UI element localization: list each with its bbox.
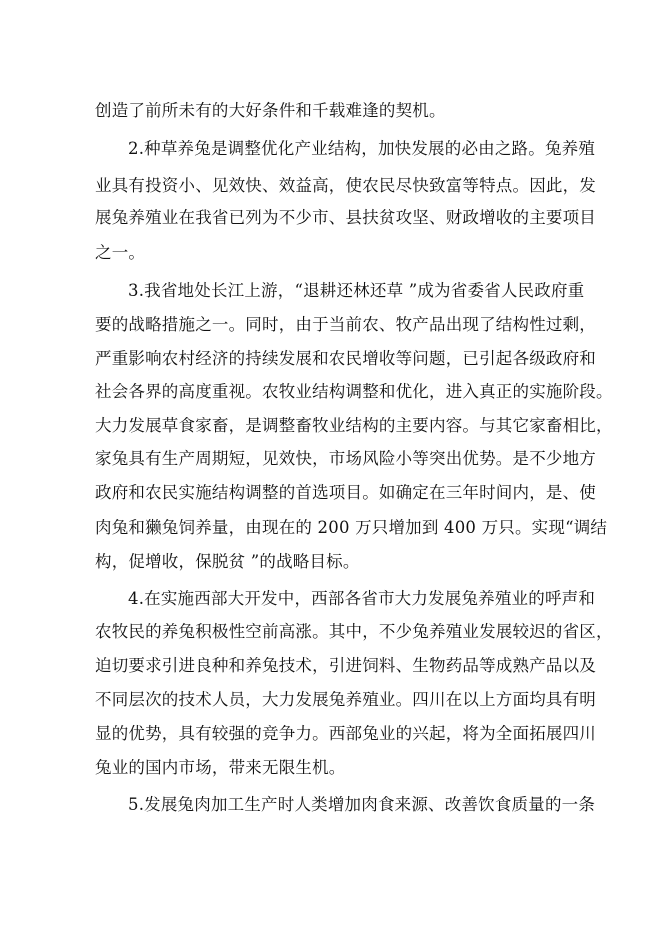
text-line: 之一。 — [95, 243, 146, 262]
text-line: 业具有投资小、见效快、效益高，使农民尽快致富等特点。因此，发 — [95, 176, 596, 195]
text-line: 显的优势，具有较强的竞争力。西部兔业的兴起，将为全面拓展四川 — [95, 724, 596, 743]
text-line: 不同层次的技术人员，大力发展兔养殖业。四川在以上方面均具有明 — [95, 690, 596, 709]
text-line: 农牧民的养兔积极性空前高涨。其中，不少兔养殖业发展较迟的省区， — [95, 622, 613, 641]
text-line: 政府和农民实施结构调整的首选项目。如确定在三年时间内，是、使 — [95, 483, 596, 502]
text-line: 创造了前所未有的大好条件和千载难逢的契机。 — [95, 101, 446, 120]
paragraph-4-start: 4.在实施西部大开发中，西部各省市大力发展兔养殖业的呼声和 — [128, 589, 596, 608]
paragraph-5-start: 5.发展兔肉加工生产时人类增加肉食来源、改善饮食质量的一条 — [128, 795, 596, 814]
text-line: 构，促增收，保脱贫 ”的战略目标。 — [95, 552, 360, 571]
text-line: 兔业的国内市场，带来无限生机。 — [95, 758, 346, 777]
text-line: 迫切要求引进良种和养兔技术，引进饲料、生物药品等成熟产品以及 — [95, 656, 596, 675]
paragraph-2-start: 2.种草养兔是调整优化产业结构，加快发展的必由之路。兔养殖 — [128, 139, 596, 158]
text-line: 严重影响农村经济的持续发展和农民增收等问题，已引起各级政府和 — [95, 349, 596, 368]
text-line: 要的战略措施之一。同时，由于当前农、牧产品出现了结构性过剩， — [95, 315, 596, 334]
text-line: 大力发展草食家畜，是调整畜牧业结构的主要内容。与其它家畜相比， — [95, 416, 613, 435]
paragraph-3-start: 3.我省地处长江上游，“退耕还林还草 ”成为省委省人民政府重 — [128, 281, 585, 300]
text-line: 家兔具有生产周期短，见效快，市场风险小等突出优势。是不少地方 — [95, 449, 596, 468]
text-line: 展兔养殖业在我省已列为不少市、县扶贫攻坚、财政增收的主要项目 — [95, 208, 596, 227]
text-line: 社会各界的高度重视。农牧业结构调整和优化，进入真正的实施阶段。 — [95, 382, 613, 401]
text-line: 肉兔和獭兔饲养量，由现在的 200 万只增加到 400 万只。实现“调结 — [95, 518, 608, 537]
